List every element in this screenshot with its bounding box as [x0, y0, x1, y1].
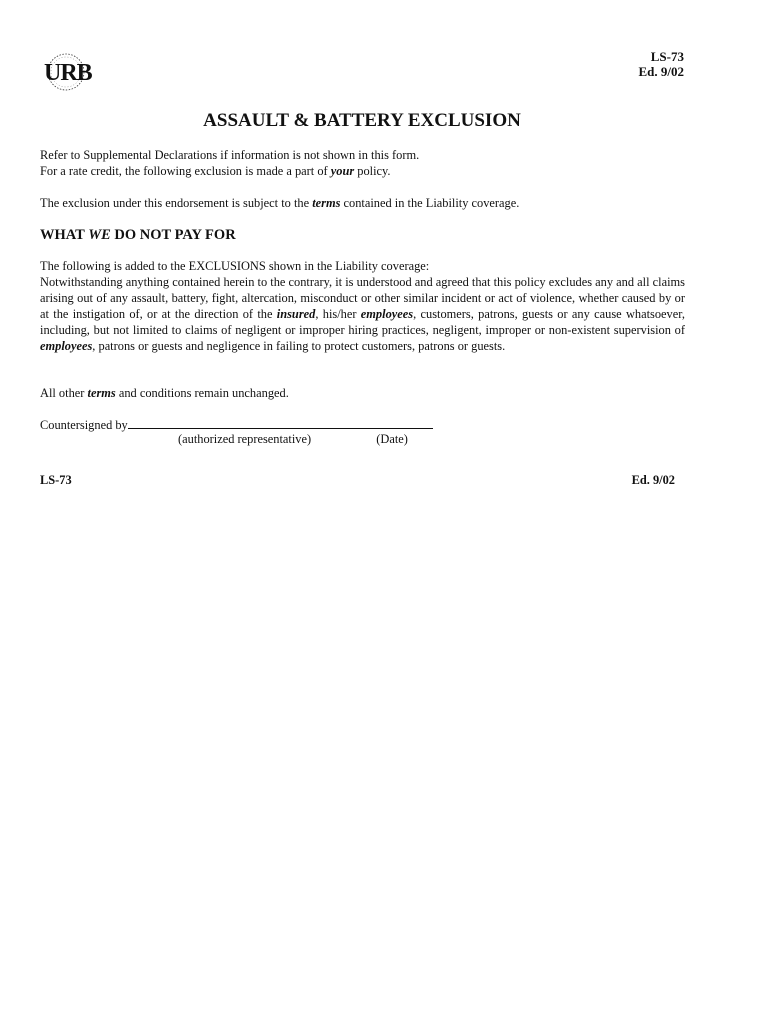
exclusion-body — [40, 274, 685, 354]
footer-edition: Ed. 9/02 — [631, 473, 675, 487]
text-run: policy. — [354, 164, 391, 178]
intro-paragraph — [40, 147, 685, 179]
defined-term: terms — [312, 196, 341, 210]
text-run: WHAT — [40, 227, 89, 243]
logo-text: URB — [44, 60, 92, 86]
form-edition: Ed. 9/02 — [638, 64, 684, 79]
defined-term: insured — [276, 307, 316, 321]
text-run: , patrons or guests and negligence in failing to protect customers, patrons or guests. — [92, 339, 506, 353]
text-run: DO NOT PAY FOR — [110, 227, 236, 243]
closing-paragraph — [40, 385, 685, 401]
text-run: and conditions remain unchanged. — [115, 386, 289, 400]
text-run: The exclusion under this endorsement is subject to the — [40, 196, 313, 210]
signature-labels — [178, 432, 408, 447]
form-number: LS-73 — [650, 49, 684, 64]
intro-line-2 — [40, 163, 685, 179]
exclusion-line-1: The following is added to the EXCLUSIONS shown in the Liability coverage: — [40, 259, 430, 273]
text-run: All other — [40, 386, 88, 400]
intro-line-1: Refer to Supplemental Declarations if information is not shown in this form. — [40, 148, 420, 162]
text-run: For a rate credit, the following exclusion is made a part of — [40, 164, 331, 178]
exclusion-paragraph — [40, 258, 685, 354]
defined-term: terms — [87, 386, 116, 400]
defined-term: your — [330, 164, 355, 178]
section-heading — [40, 227, 236, 244]
defined-term: WE — [88, 227, 111, 243]
signature-line[interactable] — [128, 416, 433, 429]
authorized-rep-label: (authorized representative) — [178, 432, 312, 446]
urb-logo — [40, 52, 96, 92]
defined-term: employees — [40, 339, 93, 353]
date-label: (Date) — [376, 432, 408, 446]
text-run: , customers, patrons, guests or any cause whatsoever, including, but not limited to claims of negligent or improper hiring practices, negligent, improper or non-existent supervision of — [40, 307, 685, 337]
countersignature — [40, 416, 433, 433]
countersigned-label: Countersigned by — [40, 418, 128, 432]
subject-paragraph — [40, 195, 685, 211]
text-run: Notwithstanding anything contained herein to the contrary, it is understood and agreed that this policy excludes any and all claims arising out of any assault, battery, fight, altercation, misconduct or other similar incident or act of violence, whether caused by or at the instigation of, or at the direction of the — [40, 275, 685, 321]
text-run: , his/her — [315, 307, 361, 321]
text-run: contained in the Liability coverage. — [340, 196, 520, 210]
form-identifier — [638, 49, 684, 79]
footer-form-number: LS-73 — [40, 473, 72, 487]
defined-term: employees — [360, 307, 414, 321]
document-title: ASSAULT & BATTERY EXCLUSION — [203, 110, 521, 131]
